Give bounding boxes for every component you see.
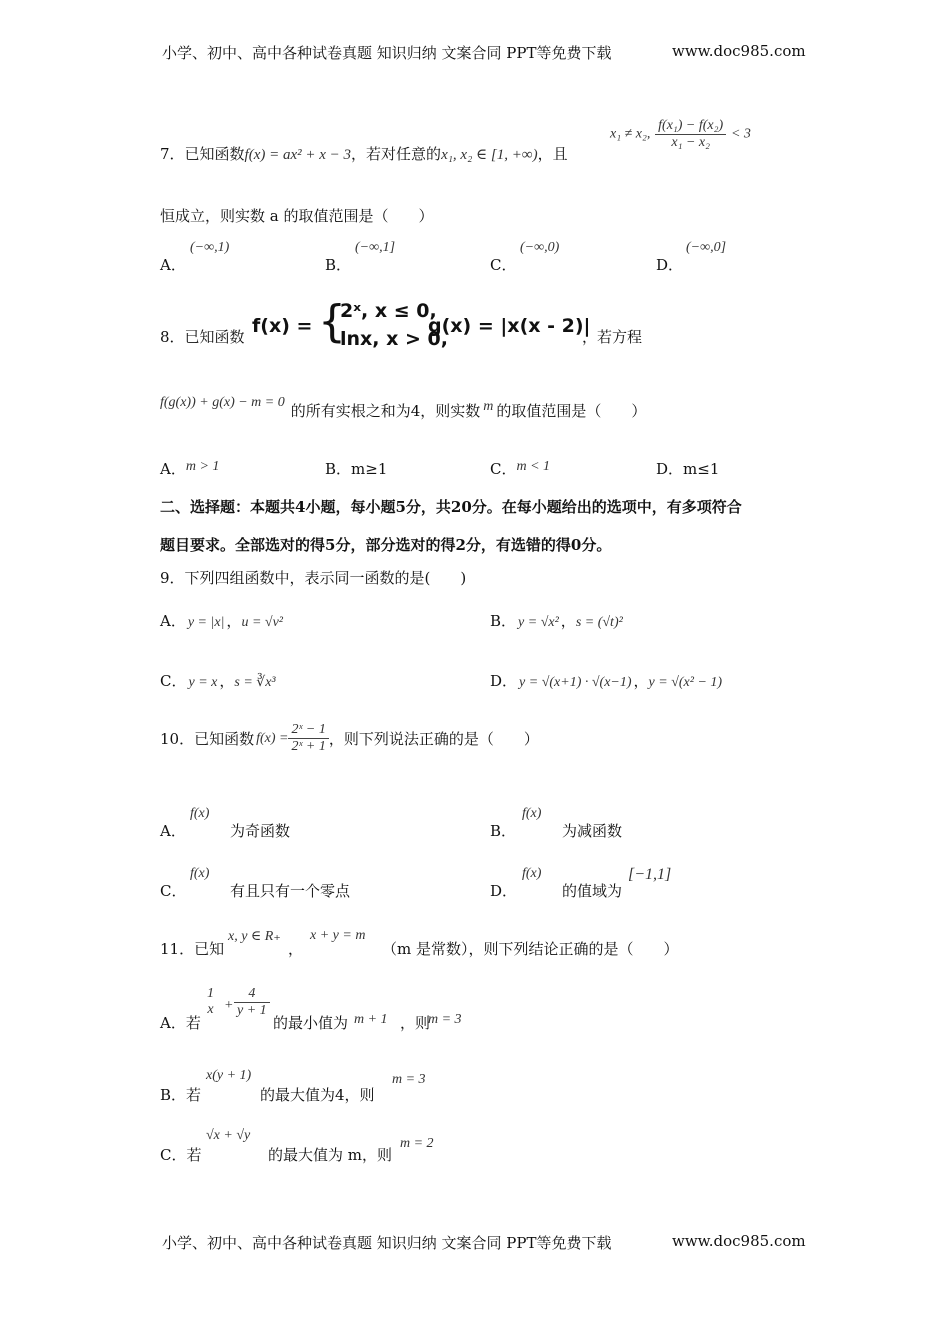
q7-text3: ，且 [537,145,568,163]
question-7-line1 [160,143,568,164]
q11-a-frac1-num: 1 [207,986,214,1001]
q9-b-f1: y = √x² [518,615,559,630]
q7-c-label: C． [490,256,517,274]
q8-a-value: m > 1 [185,459,220,474]
q7-frac-num: f(x₁) − f(x₂) [658,118,724,133]
q10-option-b[interactable] [490,806,790,838]
header-text: 小学、初中、高中各种试卷真题 知识归纳 文案合同 PPT等免费下载 [162,44,612,62]
q11-b-label: B．若 [160,1086,202,1104]
q10-frac-den: 2ˣ + 1 [288,738,328,755]
q9-d-f1: y = √(x+1) · √(x−1) [519,675,632,690]
q8-text1: 8．已知函数 [160,328,245,346]
q9-b-sep: ， [560,612,576,630]
q11-a-plus: + [224,998,234,1013]
q7-option-d[interactable] [656,240,776,274]
section-2-heading-line1: 二、选择题：本题共4小题，每小题5分，共20分。在每小题给出的选项中，有多项符合 [160,498,742,516]
q8-option-a[interactable] [160,458,280,482]
q11-a-label: A．若 [160,1014,201,1032]
q10-option-d[interactable] [490,866,790,898]
q7-d-value: (−∞,0] [686,240,727,255]
q9-a-label: A． [160,612,186,630]
q9-c-f1: y = x [188,675,218,690]
q10-text1: 10．已知函数 [160,730,255,748]
q8-a-label: A． [160,460,186,478]
q7-c-value: (−∞,0) [520,240,560,255]
q11-text1: 11．已知 [160,940,225,958]
q10-text2: ，则下列说法正确的是（ ） [328,730,539,748]
section-2-heading-line2: 题目要求。全部选对的得5分，部分选对的得2分，有选错的得0分。 [160,536,612,554]
q8-text3: 的所有实根之和为4，则实数 [290,402,481,420]
q11-a-frac1 [204,986,217,1018]
q10-d-text: 的值域为 [562,882,623,900]
footer-url[interactable]: www.doc985.com [672,1232,806,1250]
q11-c-label: C．若 [160,1146,202,1164]
q8-case2: lnx, x > 0, [340,328,448,350]
q10-b-f: f(x) [522,806,542,821]
q11-a-text: 的最小值为 [273,1014,349,1032]
q11-b-expr: x(y + 1) [206,1068,252,1083]
q10-d-range: [−1,1] [628,866,672,883]
q11-a-value: m + 1 [354,1012,388,1027]
q8-case1: 2ˣ, x ≤ 0, [340,300,437,322]
q11-a-frac2-den: y + 1 [234,1002,270,1019]
q11-c-text: 的最大值为 m，则 [268,1146,392,1164]
q9-option-a[interactable] [160,610,460,638]
q7-lt: < 3 [730,126,751,142]
q11-sep: ， [288,940,304,958]
q11-option-c[interactable] [160,1128,780,1164]
q8-b-value: m≥1 [351,460,388,478]
q8-option-b[interactable] [325,458,445,482]
q9-d-label: D． [490,672,518,690]
q10-d-label: D． [490,882,518,900]
q7-option-a[interactable] [160,240,280,274]
q8-gx: g(x) = |x(x - 2)| [428,315,591,337]
q8-text2: ，若方程 [582,328,643,346]
q9-a-f2: u = √v² [241,615,283,630]
q9-option-c[interactable] [160,670,460,698]
q10-a-label: A． [160,822,186,840]
q10-fx: f(x) = [256,730,289,746]
q11-option-b[interactable] [160,1068,780,1104]
q8-equation: f(g(x)) + g(x) − m = 0 [160,395,285,410]
q11-cond2: x + y = m [310,928,366,943]
q7-b-value: (−∞,1] [355,240,396,255]
q7-d-label: D． [656,256,684,274]
q10-option-c[interactable] [160,866,460,898]
q10-b-label: B． [490,822,517,840]
q8-c-value: m < 1 [516,459,551,474]
q11-a-frac2 [234,986,270,1019]
q8-text4: 的取值范围是（ ） [496,402,647,420]
q9-c-sep: ， [219,672,235,690]
q11-cond1: x, y ∈ R₊ [228,929,281,944]
q9-b-f2: s = (√t)² [575,615,623,630]
q8-brace: { [318,296,346,347]
q7-function: f(x) = ax² + x − 3 [244,147,352,163]
q8-option-d[interactable] [656,458,776,482]
q10-fraction [288,722,328,755]
q10-stem [160,722,539,755]
q7-option-b[interactable] [325,240,445,274]
q7-domain: x₁, x₂ ∈ [1, +∞) [441,147,538,163]
q9-b-label: B． [490,612,517,630]
page-header [162,42,612,63]
q9-option-b[interactable] [490,610,790,638]
q7-a-value: (−∞,1) [190,240,230,255]
q10-c-text: 有且只有一个零点 [230,882,351,900]
q7-text2: ，若对任意的 [351,145,442,163]
q7-cond-neq: x₁ ≠ x₂, [610,126,651,142]
q8-mvar: m [483,399,494,414]
q10-a-text: 为奇函数 [230,822,291,840]
q10-b-text: 为减函数 [562,822,623,840]
q11-a-frac2-num: 4 [248,986,256,1001]
header-url[interactable]: www.doc985.com [672,42,806,60]
q11-b-result: m = 3 [392,1072,426,1087]
q11-a-text2: ，则 [400,1014,431,1032]
q7-text1: 7．已知函数 [160,145,245,163]
q7-a-label: A． [160,256,186,274]
q10-option-a[interactable] [160,806,460,838]
q7-line2: 恒成立，则实数 a 的取值范围是（ ） [160,207,434,225]
q11-option-a[interactable] [160,986,780,1032]
q7-b-label: B． [325,256,352,274]
q9-c-label: C． [160,672,187,690]
q10-frac-num: 2ˣ − 1 [291,722,326,737]
q9-a-sep: ， [226,612,242,630]
q9-a-f1: y = |x| [187,615,225,630]
q11-c-expr: √x + √y [206,1128,251,1143]
q11-a-result: m = 3 [428,1012,462,1027]
q9-stem: 9．下列四组函数中，表示同一函数的是( ) [160,569,467,587]
q7-fraction [655,118,726,151]
q9-option-d[interactable] [490,670,790,698]
q8-c-label: C． [490,460,517,478]
q10-a-f: f(x) [190,806,210,821]
q8-fx: f(x) = [252,315,313,337]
footer-text: 小学、初中、高中各种试卷真题 知识归纳 文案合同 PPT等免费下载 [162,1234,612,1252]
q8-line2 [160,395,647,421]
q10-d-f: f(x) [522,866,542,881]
q8-b-label: B． [325,460,352,478]
q8-d-label: D． [656,460,684,478]
q10-c-f: f(x) [190,866,210,881]
q11-a-frac1-den: x [207,1002,214,1017]
q7-frac-den: x₁ − x₂ [655,134,726,151]
q9-d-f2: y = √(x² − 1) [648,675,723,690]
q10-c-label: C． [160,882,187,900]
q11-b-text: 的最大值为4，则 [260,1086,375,1104]
page-footer [162,1232,612,1253]
q11-c-result: m = 2 [400,1136,434,1151]
q7-condition [610,118,751,151]
q7-option-c[interactable] [490,240,610,274]
q11-text2: （m 是常数），则下列结论正确的是（ ） [382,940,679,958]
q8-d-value: m≤1 [683,460,720,478]
q9-c-f2: s = ∛x³ [234,675,276,690]
q9-d-sep: ， [633,672,649,690]
q8-option-c[interactable] [490,458,610,482]
q11-stem [160,928,800,960]
